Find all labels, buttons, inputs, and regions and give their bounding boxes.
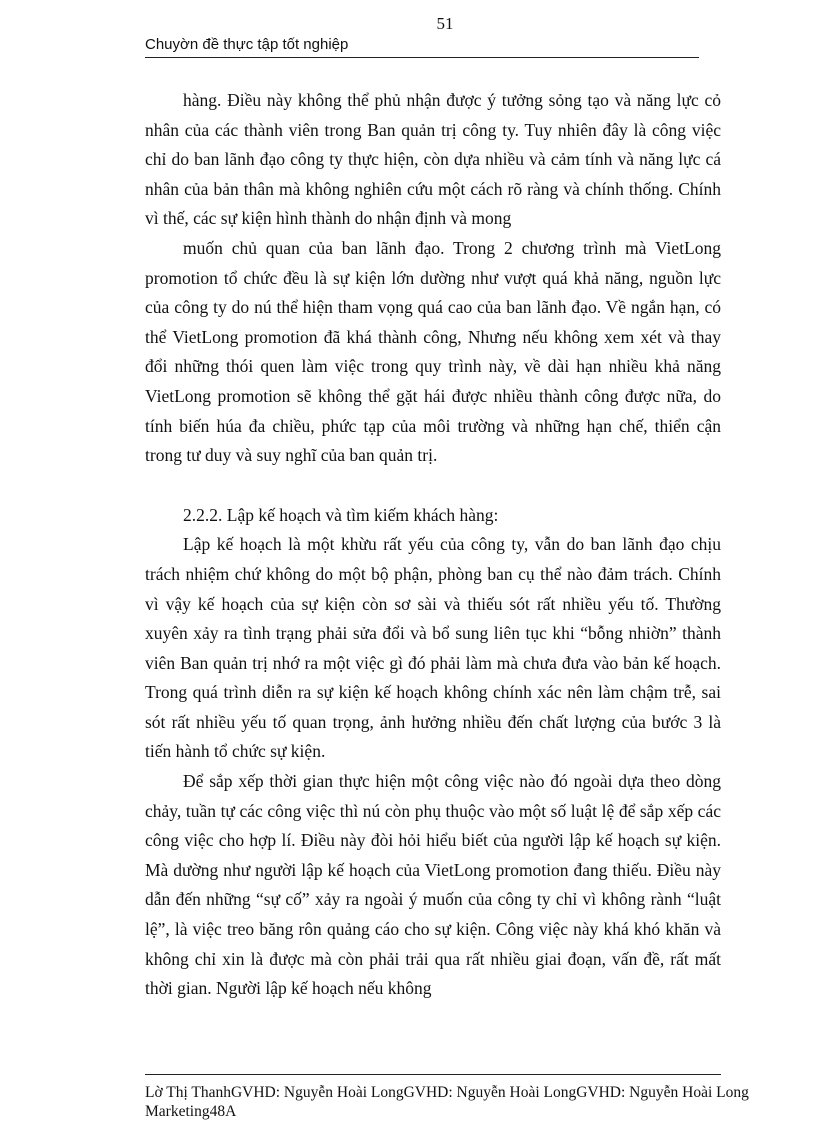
body-text [145, 86, 721, 1004]
header-rule [145, 57, 699, 58]
paragraph-4: Để sắp xếp thời gian thực hiện một công việc nào đó ngoài dựa theo dòng chảy, tuần tự các công việc thì nú còn phụ thuộc vào một số luật lệ để sắp xếp các công việc cho hợp lí. Điều này đòi hỏi hiểu biết của người lập kế hoạch sự kiện. Mà dường như người lập kế hoạch của VietLong promotion đang thiếu. Điều này dẫn đến những “sự cố” xảy ra ngoài ý muốn của công ty chỉ vì không rành “luật lệ”, là việc treo băng rôn quảng cáo cho sự kiện. Công việc này khá khó khăn và không chỉ xin là được mà còn phải trải qua rất nhiều giai đoạn, vấn đề, rất mất thời gian. Người lập kế hoạch nếu không [145, 771, 721, 999]
header-title: Chuyờn đề thực tập tốt nghiệp [145, 36, 349, 53]
section-heading: 2.2.2. Lập kế hoạch và tìm kiếm khách hàng: [183, 504, 499, 525]
footer [145, 1083, 805, 1121]
paragraph-3: Lập kế hoạch là một khừu rất yếu của công ty, vẫn do ban lãnh đạo chịu trách nhiệm chứ không do một bộ phận, phòng ban cụ thể nào đảm trách. Chính vì vậy kế hoạch của sự kiện còn sơ sài và thiếu sót rất nhiều yếu tố. Thường xuyên xảy ra tình trạng phải sửa đổi và bổ sung liên tục khi “bỗng nhiờn” thành viên Ban quản trị nhớ ra một việc gì đó phải làm mà chưa đưa vào bản kế hoạch. Trong quá trình diễn ra sự kiện kế hoạch không chính xác nên làm chậm trễ, sai sót rất nhiều yếu tố quan trọng, ảnh hưởng nhiều đến chất lượng của bước 3 là tiến hành tổ chức sự kiện. [145, 534, 721, 762]
footer-author-line: Lờ Thị ThanhGVHD: Nguyễn Hoài LongGVHD: Nguyễn Hoài LongGVHD: Nguyễn Hoài Long [145, 1084, 749, 1101]
paragraph-2: muốn chủ quan của ban lãnh đạo. Trong 2 chương trình mà VietLong promotion tổ chức đều là sự kiện lớn dường như vượt quá khả năng, nguồn lực của công ty do nú thể hiện tham vọng quá cao của ban lãnh đạo. Về ngắn hạn, có thể VietLong promotion đã khá thành công, Nhưng nếu không xem xét và thay đổi những thói quen làm việc trong quy trình này, về dài hạn nhiều khả năng VietLong promotion sẽ không thể gặt hái được nhiều thành công được nữa, do tính biến húa đa chiều, phức tạp của môi trường và những hạn chế, thiển cận trong tư duy và suy nghĩ của ban quản trị. [145, 237, 721, 466]
paragraph-1: hàng. Điều này không thể phủ nhận được ý tưởng sỏng tạo và năng lực cỏ nhân của các thành viên trong Ban quản trị công ty. Tuy nhiên đây là công việc chỉ do ban lãnh đạo công ty thực hiện, còn dựa nhiều và cảm tính và năng lực cá nhân của bản thân mà không nghiên cứu một cách rõ ràng và chính thống. Chính vì thế, các sự kiện hình thành do nhận định và mong [145, 90, 721, 229]
footer-rule [145, 1074, 721, 1075]
page-number: 51 [436, 14, 454, 33]
footer-class-line: Marketing48A [145, 1103, 237, 1120]
